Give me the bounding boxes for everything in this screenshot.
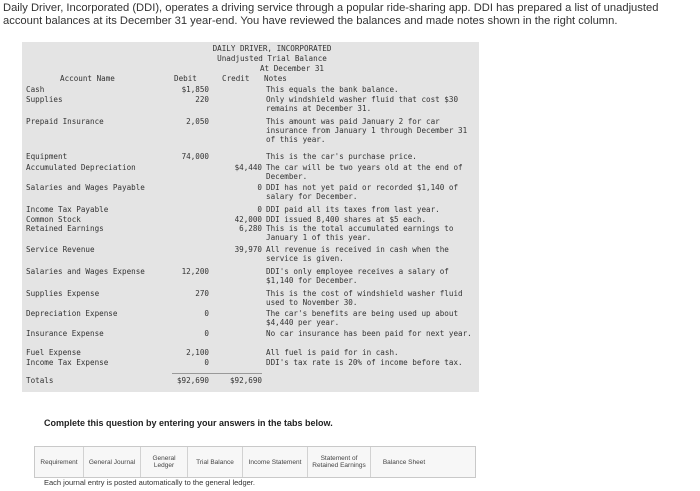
tb-account-name: Prepaid Insurance: [26, 117, 104, 126]
footer-note: Each journal entry is posted automatically to the general ledger.: [44, 478, 255, 487]
tb-credit-value: 0: [257, 183, 262, 192]
tb-debit-value: 2,050: [186, 117, 209, 126]
tb-account-name: Common Stock: [26, 215, 81, 224]
tb-note: The car will be two years old at the end of December.: [266, 163, 463, 181]
tb-account-name: Service Revenue: [26, 245, 95, 254]
tb-account-name: Supplies: [26, 95, 63, 104]
tb-debit-value: $1,850: [181, 85, 209, 94]
tb-note: DDI's only employee receives a salary of $1,140 for December.: [266, 267, 449, 285]
tb-credit-value: 42,000: [234, 215, 262, 224]
tab-income-statement[interactable]: Income Statement: [243, 447, 308, 477]
tb-account-name: Income Tax Expense: [26, 358, 109, 367]
tb-note: All fuel is paid for in cash.: [266, 348, 399, 357]
tb-debit-value: 0: [204, 358, 209, 367]
totals-rule: [172, 373, 262, 374]
tb-note: This is the total accumulated earnings to January 1 of this year.: [266, 224, 454, 242]
tb-note: This equals the bank balance.: [266, 85, 399, 94]
trial-balance-image: [22, 42, 479, 392]
tb-debit-value: 0: [204, 329, 209, 338]
tb-note: Only windshield washer fluid that cost $30 remains at December 31.: [266, 95, 459, 113]
tb-note: No car insurance has been paid for next year.: [266, 329, 472, 338]
tab-general-journal[interactable]: General Journal: [84, 447, 141, 477]
tb-note: DDI's tax rate is 20% of income before tax.: [266, 358, 463, 367]
tb-account-name: Accumulated Depreciation: [26, 163, 136, 172]
complete-prompt: Complete this question by entering your answers in the tabs below.: [44, 418, 333, 428]
tb-account-name: Depreciation Expense: [26, 309, 118, 318]
tb-debit-value: 220: [195, 95, 209, 104]
tb-credit-value: 6,280: [239, 224, 262, 233]
tb-note: DDI has not yet paid or recorded $1,140 of salary for December.: [266, 183, 459, 201]
tb-note: The car's benefits are being used up about $4,440 per year.: [266, 309, 459, 327]
tab-bar: [34, 446, 476, 478]
tb-account-name: Income Tax Payable: [26, 205, 109, 214]
tb-note: This amount was paid January 2 for car insurance from January 1 through December 31 of this year.: [266, 117, 468, 144]
tb-note: DDI paid all its taxes from last year.: [266, 205, 440, 214]
tb-credit-value: $4,440: [234, 163, 262, 172]
tb-account-name: Totals: [26, 376, 54, 385]
tb-debit-value: 74,000: [181, 152, 209, 161]
tb-account-name: Salaries and Wages Expense: [26, 267, 145, 276]
tab-requirement[interactable]: Requirement: [35, 447, 84, 477]
tb-account-name: Fuel Expense: [26, 348, 81, 357]
tb-debit-value: 2,100: [186, 348, 209, 357]
tb-note: This is the car's purchase price.: [266, 152, 417, 161]
tb-debit-value: 270: [195, 289, 209, 298]
problem-intro: Daily Driver, Incorporated (DDI), operates a driving service through a popular ride-sharing app. DDI has prepared a list of unadjusted account balances at its December 31 year-end. You have reviewed the balances and made notes shown in the right column.: [3, 2, 659, 27]
tb-col-notes: Notes: [264, 74, 287, 83]
tb-credit-value: 0: [257, 205, 262, 214]
tab-balance-sheet[interactable]: Balance Sheet: [382, 458, 426, 466]
tb-debit-value: 0: [204, 309, 209, 318]
tb-account-name: Insurance Expense: [26, 329, 104, 338]
tb-debit-value: $92,690: [176, 376, 209, 385]
tb-credit-value: 39,970: [234, 245, 262, 254]
tb-note: All revenue is received in cash when the service is given.: [266, 245, 449, 263]
tab-statement-retained-earnings[interactable]: Statement of Retained Earnings: [308, 447, 371, 477]
tb-credit-value: $92,690: [229, 376, 262, 385]
tb-account-name: Supplies Expense: [26, 289, 100, 298]
tb-account-name: Salaries and Wages Payable: [26, 183, 145, 192]
tb-col-debit: Debit: [174, 74, 197, 83]
tb-debit-value: 12,200: [181, 267, 209, 276]
tb-account-name: Equipment: [26, 152, 68, 161]
tb-note: This is the cost of windshield washer fluid used to November 30.: [266, 289, 463, 307]
tb-date: At December 31: [259, 64, 324, 73]
tb-account-name: Retained Earnings: [26, 224, 104, 233]
tb-note: DDI issued 8,400 shares at $5 each.: [266, 215, 427, 224]
tb-report-title: Unadjusted Trial Balance: [217, 54, 327, 63]
tb-col-account: Account Name: [60, 74, 115, 83]
tb-account-name: Cash: [26, 85, 45, 94]
tb-company: DAILY DRIVER, INCORPORATED: [212, 44, 332, 53]
tab-general-ledger[interactable]: General Ledger: [141, 447, 188, 477]
tb-col-credit: Credit: [222, 74, 250, 83]
tab-trial-balance[interactable]: Trial Balance: [188, 447, 243, 477]
